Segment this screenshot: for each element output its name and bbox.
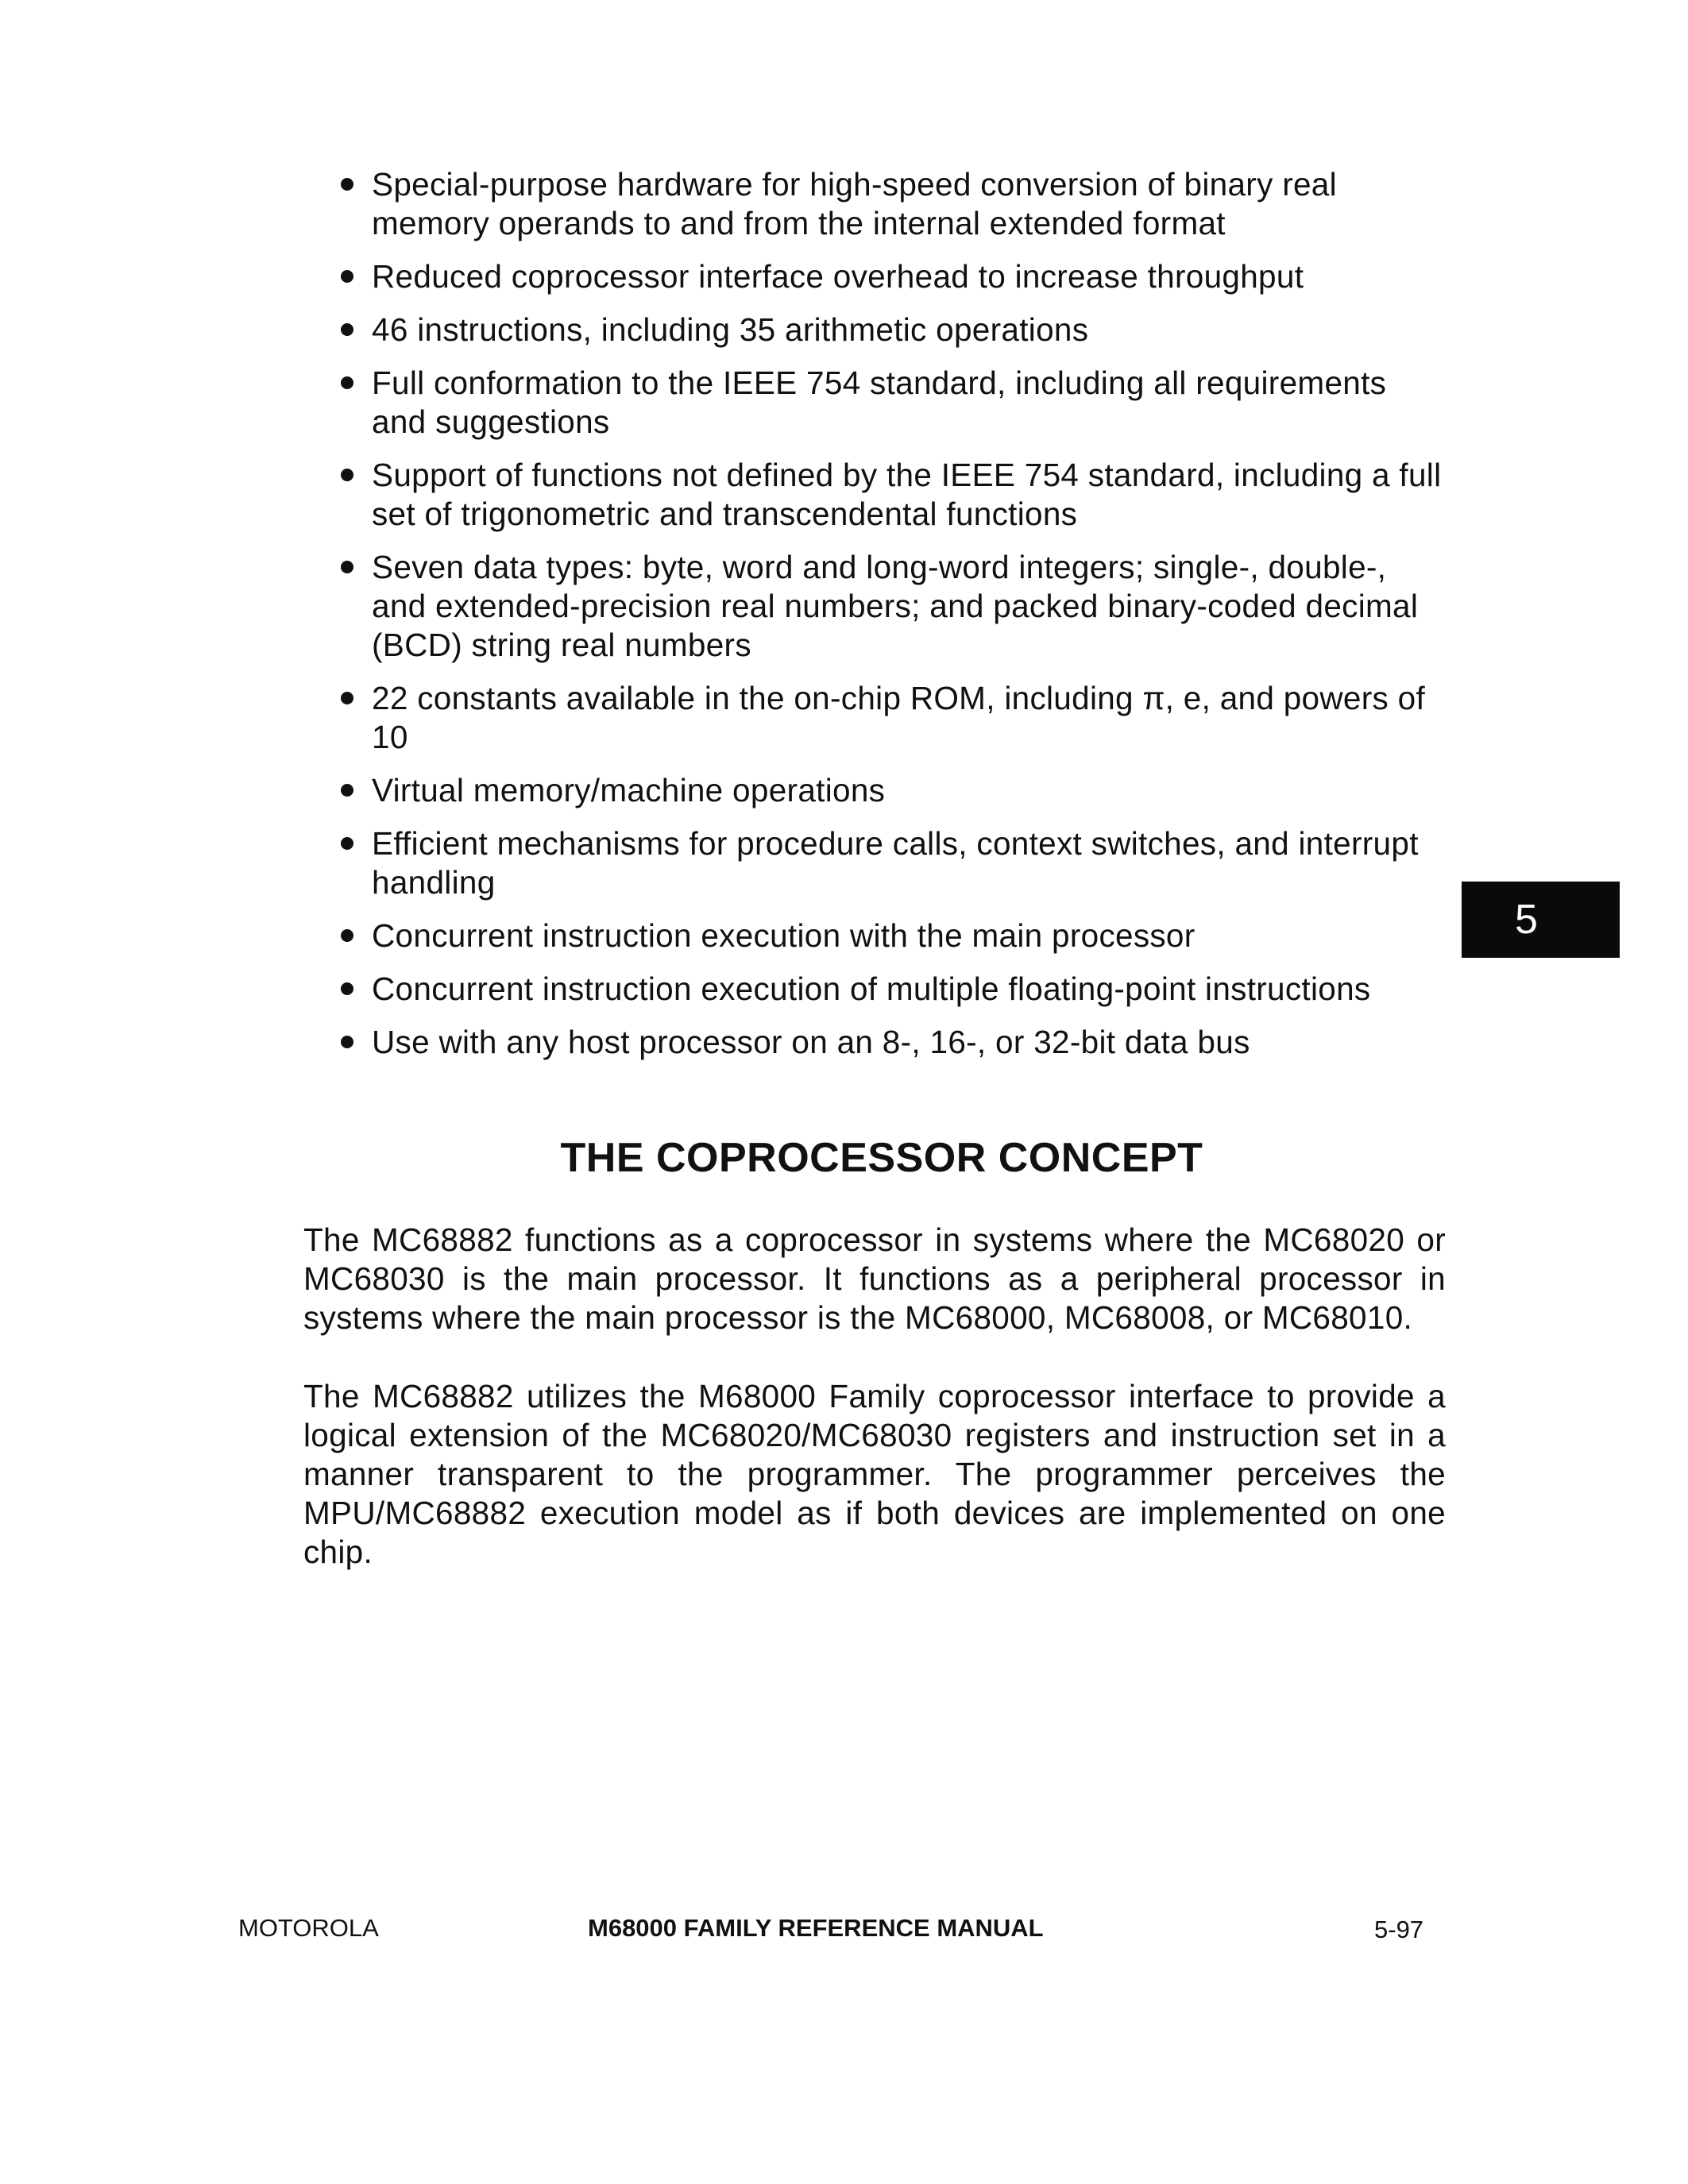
bullet-icon	[341, 837, 353, 850]
section-tab: 5	[1462, 882, 1620, 958]
feature-item	[334, 456, 1446, 534]
feature-item	[334, 824, 1446, 902]
feature-item	[334, 771, 1446, 810]
feature-text: Efficient mechanisms for procedure calls, context switches, and interrupt handling	[372, 825, 1419, 901]
bullet-icon	[341, 1036, 353, 1048]
feature-text: Full conformation to the IEEE 754 standard, including all requirements and suggestions	[372, 365, 1387, 440]
bullet-icon	[341, 323, 353, 336]
paragraph: The MC68882 functions as a coprocessor in systems where the MC68020 or MC68030 is the main processor. It functions as a peripheral processor in systems where the main processor is the MC68000, MC68008, or MC68010.	[303, 1221, 1446, 1336]
bullet-icon	[341, 692, 353, 704]
feature-item	[334, 679, 1446, 757]
feature-text: 22 constants available in the on-chip ROM, including π, e, and powers of 10	[372, 680, 1426, 755]
footer-manual-title: M68000 FAMILY REFERENCE MANUAL	[588, 1914, 1044, 1942]
feature-text: 46 instructions, including 35 arithmetic operations	[372, 311, 1089, 348]
bullet-icon	[341, 982, 353, 995]
feature-text: Concurrent instruction execution with the main processor	[372, 917, 1196, 954]
feature-text: Virtual memory/machine operations	[372, 772, 886, 808]
paragraph: The MC68882 utilizes the M68000 Family coprocessor interface to provide a logical extension of the MC68020/MC68030 registers and instruction set in a manner transparent to the programmer. The programmer perceives the MPU/MC68882 execution model as if both devices are implemented on one chip.	[303, 1378, 1446, 1570]
bullet-icon	[341, 929, 353, 942]
feature-text: Concurrent instruction execution of multiple floating-point instructions	[372, 970, 1371, 1007]
feature-text: Special-purpose hardware for high-speed conversion of binary real memory operands to and from the internal extended format	[372, 166, 1337, 241]
feature-item	[334, 165, 1446, 243]
section-heading: THE COPROCESSOR CONCEPT	[560, 1135, 1203, 1181]
feature-item	[334, 311, 1446, 349]
feature-item	[334, 1023, 1446, 1062]
feature-list	[334, 165, 1446, 1076]
footer-publisher: MOTOROLA	[238, 1914, 379, 1942]
feature-text: Reduced coprocessor interface overhead to increase throughput	[372, 258, 1304, 295]
feature-text: Use with any host processor on an 8-, 16-, or 32-bit data bus	[372, 1024, 1250, 1060]
bullet-icon	[341, 376, 353, 389]
feature-item	[334, 364, 1446, 442]
feature-item	[334, 970, 1446, 1009]
feature-text: Seven data types: byte, word and long-word integers; single-, double-, and extended-precision real numbers; and packed binary-coded decimal (BCD) string real numbers	[372, 549, 1419, 663]
feature-item	[334, 548, 1446, 665]
bullet-icon	[341, 178, 353, 191]
bullet-icon	[341, 561, 353, 573]
feature-text: Support of functions not defined by the IEEE 754 standard, including a full set of trigonometric and transcendental functions	[372, 457, 1442, 532]
bullet-icon	[341, 784, 353, 797]
feature-item	[334, 257, 1446, 296]
bullet-icon	[341, 469, 353, 481]
bullet-icon	[341, 270, 353, 283]
feature-item	[334, 916, 1446, 955]
footer-page-number: 5-97	[1374, 1916, 1424, 1943]
